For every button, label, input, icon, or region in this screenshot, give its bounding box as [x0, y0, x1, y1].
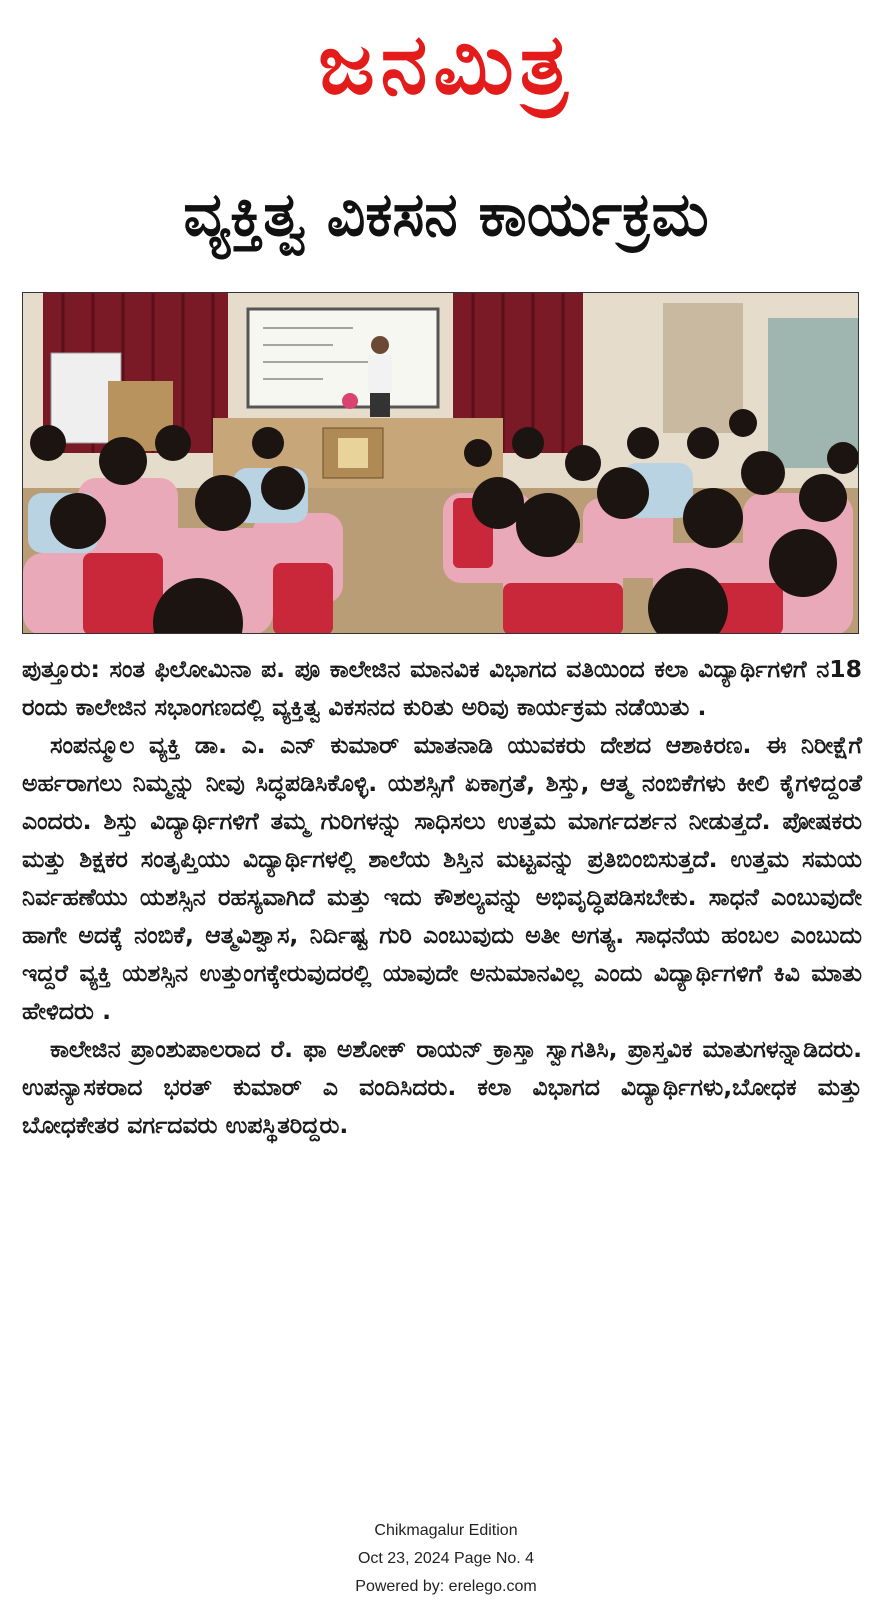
edition-label: Chikmagalur Edition — [374, 1522, 518, 1539]
powered-by-label: Powered by: erelego.com — [355, 1578, 537, 1595]
date-page-label: Oct 23, 2024 Page No. 4 — [357, 1550, 535, 1567]
article-body — [22, 650, 862, 1144]
article-paragraph: ಕಾಲೇಜಿನ ಪ್ರಾಂಶುಪಾಲರಾದ ರೆ. ಫಾ ಅಶೋಕ್ ರಾಯನ್ ಕ್ರಾಸ್ತಾ ಸ್ವಾಗತಿಸಿ, ಪ್ರಾಸ್ತವಿಕ ಮಾತುಗಳನ್ನಾಡಿದರು. ಉಪನ್ಯಾಸಕರಾದ ಭರತ್ ಕುಮಾರ್ ಎ ವಂದಿಸಿದರು. ಕಲಾ ವಿಭಾಗದ ವಿದ್ಯಾರ್ಥಿಗಳು,ಬೋಧಕ ಮತ್ತು ಬೋಧಕೇತರ ವರ್ಗದವರು ಉಪಸ್ಥಿತರಿದ್ದರು. — [22, 1035, 862, 1139]
article-photo — [22, 292, 859, 634]
newspaper-masthead: ಜನಮಿತ್ರ — [318, 15, 574, 113]
article-paragraph: ಪುತ್ತೂರು: ಸಂತ ಫಿಲೋಮಿನಾ ಪ. ಪೂ ಕಾಲೇಜಿನ ಮಾನವಿಕ ವಿಭಾಗದ ವತಿಯಿಂದ ಕಲಾ ವಿದ್ಯಾರ್ಥಿಗಳಿಗೆ ನ18 ರಂದು ಕಾಲೇಜಿನ ಸಭಾಂಗಣದಲ್ಲಿ ವ್ಯಕ್ತಿತ್ವ ವಿಕಸನದ ಕುರಿತು ಅರಿವು ಕಾರ್ಯಕ್ರಮ ನಡೆಯಿತು . — [22, 655, 862, 721]
article-headline: ವ್ಯಕ್ತಿತ್ವ ವಿಕಸನ ಕಾರ್ಯಕ್ರಮ — [183, 180, 709, 250]
article-paragraph: ಸಂಪನ್ಮೂಲ ವ್ಯಕ್ತಿ ಡಾ. ಎ. ಎನ್ ಕುಮಾರ್ ಮಾತನಾಡಿ ಯುವಕರು ದೇಶದ ಆಶಾಕಿರಣ. ಈ ನಿರೀಕ್ಷೆಗೆ ಅರ್ಹರಾಗಲು ನಿಮ್ಮನ್ನು ನೀವು ಸಿದ್ಧಪಡಿಸಿಕೊಳ್ಳಿ. ಯಶಸ್ಸಿಗೆ ಏಕಾಗ್ರತೆ, ಶಿಸ್ತು, ಆತ್ಮ ನಂಬಿಕೆಗಳು ಕೀಲಿ ಕೈಗಳಿದ್ದಂತೆ ಎಂದರು. ಶಿಸ್ತು ವಿದ್ಯಾರ್ಥಿಗಳಿಗೆ ತಮ್ಮ ಗುರಿಗಳನ್ನು ಸಾಧಿಸಲು ಉತ್ತಮ ಮಾರ್ಗದರ್ಶನ ನೀಡುತ್ತದೆ. ಪೋಷಕರು ಮತ್ತು ಶಿಕ್ಷಕರ ಸಂತೃಪ್ತಿಯು ವಿದ್ಯಾರ್ಥಿಗಳಲ್ಲಿ ಶಾಲೆಯ ಶಿಸ್ತಿನ ಮಟ್ಟವನ್ನು ಪ್ರತಿಬಿಂಬಿಸುತ್ತದೆ. ಉತ್ತಮ ಸಮಯ ನಿರ್ವಹಣೆಯು ಯಶಸ್ಸಿನ ರಹಸ್ಯವಾಗಿದೆ ಮತ್ತು ಇದು ಕೌಶಲ್ಯವನ್ನು ಅಭಿವೃದ್ಧಿಪಡಿಸಬೇಕು. ಸಾಧನೆ ಎಂಬುವುದೇ ಹಾಗೇ ಅದಕ್ಕೆ ನಂಬಿಕೆ, ಆತ್ಮವಿಶ್ವಾಸ, ನಿರ್ದಿಷ್ಟ ಗುರಿ ಎಂಬುವುದು ಅತೀ ಅಗತ್ಯ. ಸಾಧನೆಯ ಹಂಬಲ ಎಂಬುದು ಇದ್ದರೆ ವ್ಯಕ್ತಿ ಯಶಸ್ಸಿನ ಉತ್ತುಂಗಕ್ಕೇರುವುದರಲ್ಲಿ ಯಾವುದೇ ಅನುಮಾನವಿಲ್ಲ ಎಂದು ವಿದ್ಯಾರ್ಥಿಗಳಿಗೆ ಕಿವಿ ಮಾತು ಹೇಳಿದರು . — [22, 731, 862, 1025]
